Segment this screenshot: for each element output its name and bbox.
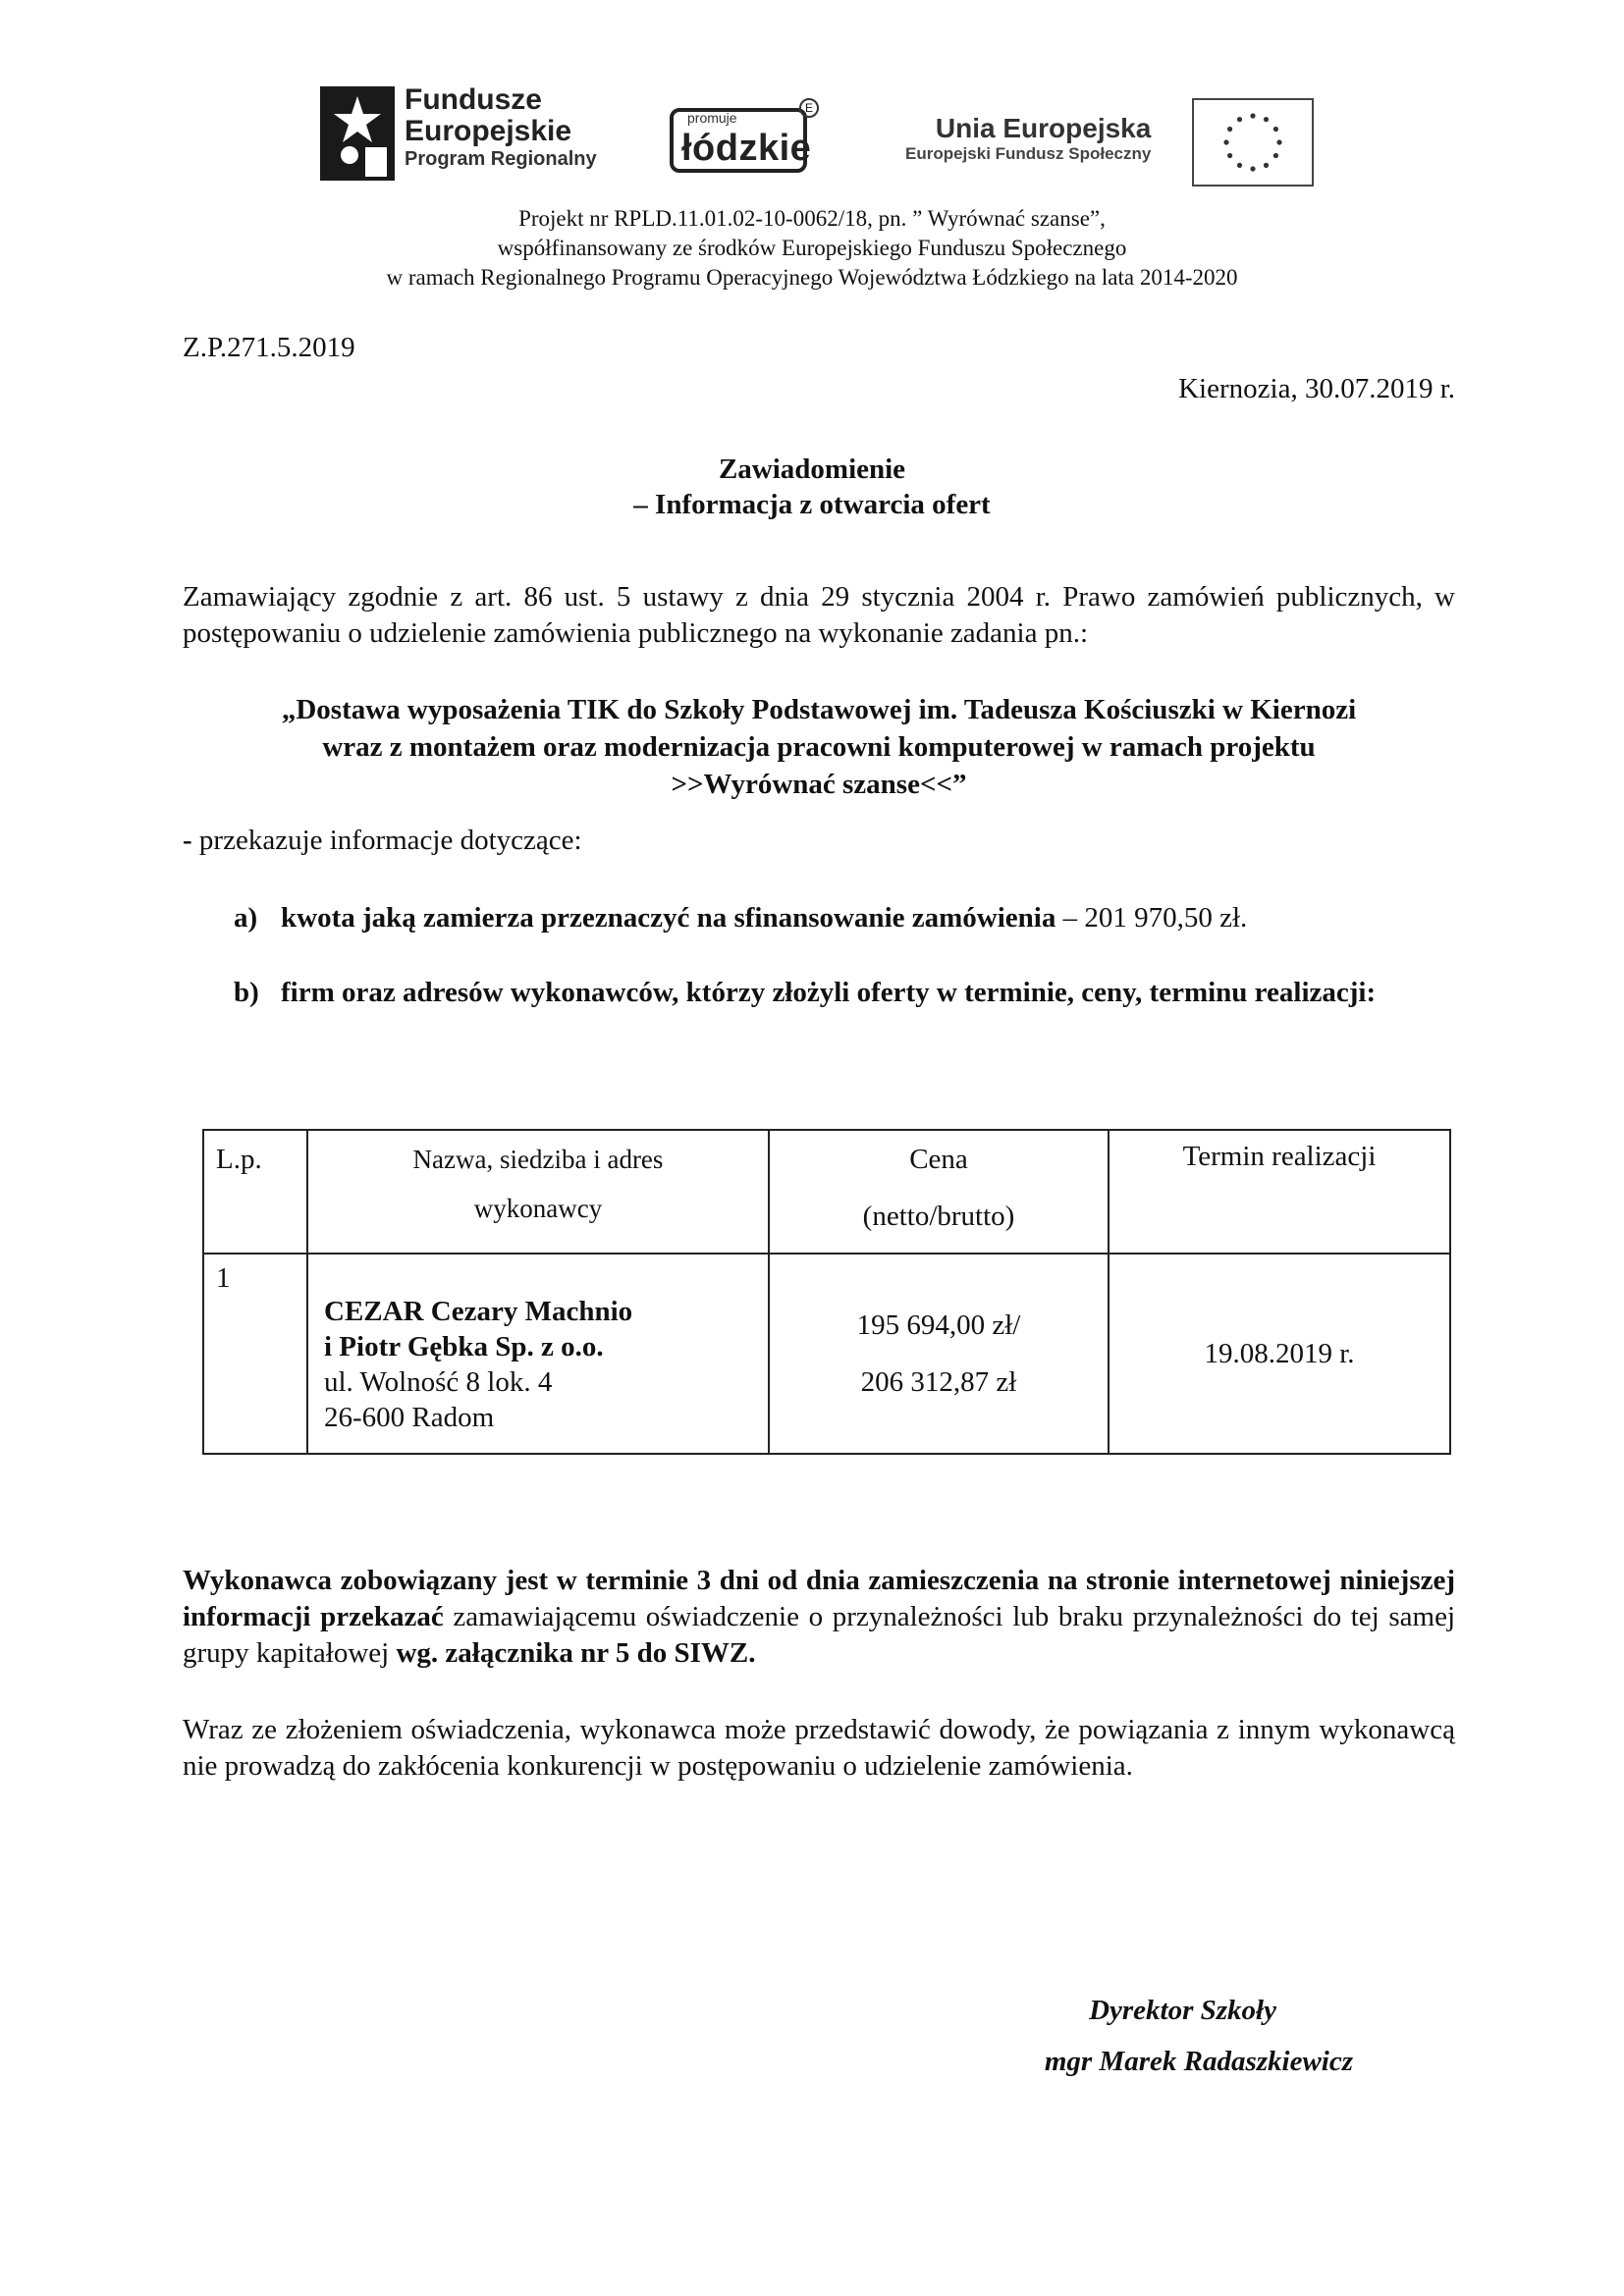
ue-line-1: Unia Europejska [935, 113, 1152, 143]
row-lp: 1 [203, 1254, 307, 1454]
item-b [234, 974, 1441, 1011]
fe-line-1: Fundusze [405, 83, 542, 116]
header-price-line-2: (netto/brutto) [862, 1201, 1015, 1232]
price-net: 195 694,00 zł/ [856, 1309, 1021, 1341]
item-a [234, 899, 1441, 936]
closing-paragraph-2: Wraz ze złożeniem oświadczenia, wykonawca może przedstawić dowody, że powiązania z innym wykonawcą nie prowadzą do zakłócenia konkurencji w postępowaniu o udzielenie zamówienia. [183, 1714, 1455, 1782]
header-name-line-2: wykonawcy [473, 1194, 603, 1223]
project-line-3: w ramach Regionalnego Programu Operacyjnego Województwa Łódzkiego na lata 2014-2020 [386, 265, 1238, 290]
header-price-line-1: Cena [909, 1144, 968, 1175]
closing-bold-2: wg. załącznika nr 5 do SIWZ. [396, 1637, 756, 1669]
intro-paragraph: Zamawiający zgodnie z art. 86 ust. 5 ustawy z dnia 29 stycznia 2004 r. Prawo zamówień publicznych, w postępowaniu o udzielenie zamówienia publicznego na wykonanie zadania pn.: [183, 581, 1455, 649]
info-intro [183, 823, 1455, 859]
ue-line-2: Europejski Fundusz Społeczny [905, 144, 1152, 163]
eu-star-icon [1227, 153, 1232, 158]
info-dash: - [183, 825, 192, 856]
logo-strip [0, 0, 1624, 206]
eu-star-icon [1273, 127, 1278, 132]
fundusze-europejskie-text [405, 84, 597, 171]
lodzkie-label: łódzkie [681, 128, 812, 169]
lodzkie-symbol-icon: E [799, 98, 819, 118]
task-name-line-1: „Dostawa wyposażenia TIK do Szkoły Podstawowej im. Tadeusza Kościuszki w Kiernozi [281, 694, 1357, 725]
eu-star-icon [1223, 139, 1228, 144]
signature-name: mgr Marek Radaszkiewicz [1044, 2046, 1353, 2077]
eu-star-icon [1276, 139, 1281, 144]
header-lp: L.p. [203, 1130, 307, 1254]
eu-star-icon [1273, 153, 1278, 158]
closing-normal-1: zamawiającemu oświadczenie o przynależności lub braku przynależności do tej samej grupy kapitałowej [183, 1601, 1455, 1669]
item-a-label: a) [234, 902, 258, 934]
contractor-address-2: 26-600 Radom [324, 1402, 495, 1433]
unia-europejska-text [905, 114, 1151, 165]
row-term: 19.08.2019 r. [1109, 1254, 1450, 1454]
header-name [307, 1130, 769, 1254]
offers-table [202, 1129, 1451, 1455]
project-line-2: współfinansowany ze środków Europejskiego Funduszu Społecznego [497, 236, 1127, 260]
document-title: Zawiadomienie [718, 454, 906, 485]
header-price [769, 1130, 1109, 1254]
item-a-bold: kwota jaką zamierza przeznaczyć na sfinansowanie zamówienia [281, 902, 1056, 934]
eu-star-icon [1250, 113, 1255, 118]
table-header-row [203, 1130, 1450, 1254]
header-term: Termin realizacji [1109, 1130, 1450, 1254]
task-name-line-2: wraz z montażem oraz modernizacja pracowni komputerowej w ramach projektu [322, 731, 1316, 763]
signature-role: Dyrektor Szkoły [1089, 1995, 1276, 2026]
eu-star-icon [1237, 163, 1242, 168]
row-contractor [307, 1254, 769, 1454]
header-name-line-1: Nazwa, siedziba i adres [412, 1145, 664, 1174]
fe-line-3: Program Regionalny [405, 148, 597, 170]
price-gross: 206 312,87 zł [860, 1366, 1017, 1398]
table-row [203, 1254, 1450, 1454]
eu-star-icon [1237, 117, 1242, 122]
item-b-bold: firm oraz adresów wykonawców, którzy złożyli oferty w terminie, ceny, terminu realizacji: [281, 977, 1377, 1008]
eu-star-icon [1264, 163, 1269, 168]
item-b-label: b) [234, 977, 259, 1008]
fe-line-2: Europejskie [405, 115, 572, 147]
document-subtitle: – Informacja z otwarcia ofert [633, 489, 991, 520]
project-line-1: Projekt nr RPLD.11.01.02-10-0062/18, pn. ” Wyrównać szanse”, [518, 206, 1106, 231]
contractor-address-1: ul. Wolność 8 lok. 4 [324, 1366, 553, 1398]
row-price [769, 1254, 1109, 1454]
closing-bold-1: Wykonawca zobowiązany jest w terminie 3 dni od dnia zamieszczenia na stronie internetowej niniejszej informacji przekazać [183, 1565, 1455, 1632]
closing-paragraph-1 [183, 1563, 1455, 1672]
promuje-label: promuje [687, 110, 737, 126]
eu-star-icon [1250, 166, 1255, 171]
place-date: Kiernozia, 30.07.2019 r. [1178, 373, 1455, 404]
item-a-amount: – 201 970,50 zł. [1062, 902, 1248, 934]
eu-flag-icon [1192, 98, 1314, 187]
contractor-name-1: CEZAR Cezary Machnio [324, 1296, 633, 1327]
eu-star-icon [1227, 127, 1232, 132]
eu-star-icon [1264, 117, 1269, 122]
reference-number: Z.P.271.5.2019 [183, 332, 355, 363]
info-intro-text: przekazuje informacje dotyczące: [198, 825, 582, 856]
task-name-line-3: >>Wyrównać szanse<<” [671, 769, 967, 800]
fundusze-europejskie-logo-icon [320, 86, 395, 181]
contractor-name-2: i Piotr Gębka Sp. z o.o. [324, 1331, 604, 1362]
